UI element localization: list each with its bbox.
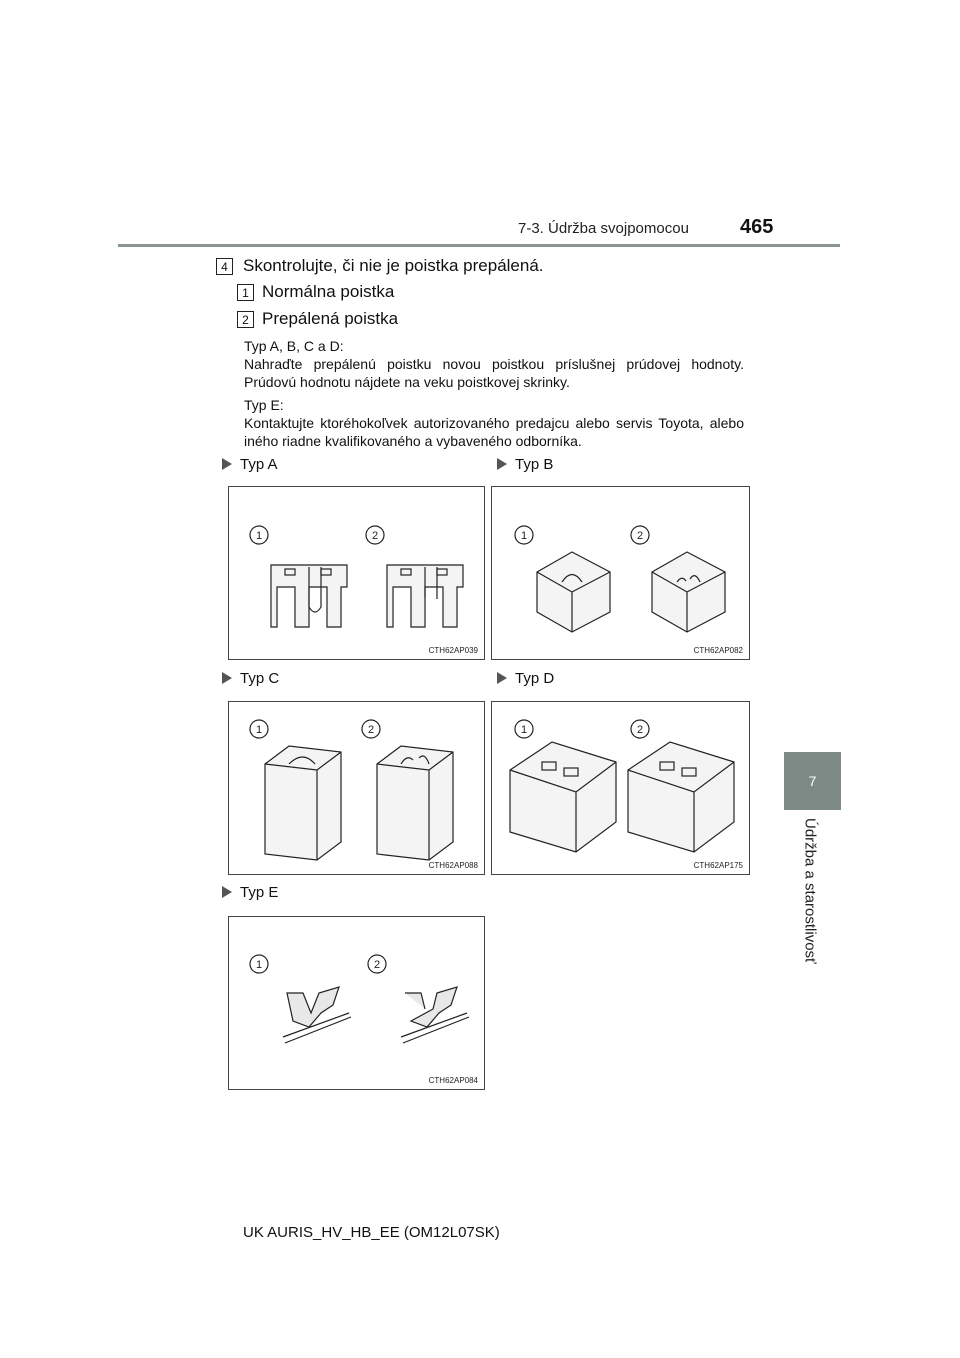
figure-label-b: Typ B	[497, 456, 553, 473]
item-number-box: 2	[237, 311, 254, 328]
figure-type-d	[491, 701, 750, 875]
fuse-type-e-illustration	[229, 917, 486, 1091]
paragraph-types-a-d	[244, 337, 744, 391]
header-divider	[118, 244, 840, 247]
paragraph-type-e	[244, 396, 744, 450]
callout-1: 1	[255, 724, 263, 736]
callout-2: 2	[373, 959, 381, 971]
callout-1: 1	[255, 530, 263, 542]
chapter-title: Údržba a starostlivosť	[801, 818, 819, 964]
step-4	[216, 256, 544, 276]
paragraph-body: Nahraďte prepálenú poistku novou poistkou príslušnej prúdovej hodnoty. Prúdovú hodnotu nájdete na veku poistkovej skrinky.	[244, 356, 744, 390]
callout-2: 2	[636, 530, 644, 542]
triangle-bullet-icon	[497, 672, 507, 684]
callout-1: 1	[520, 724, 528, 736]
figure-code: CTH62AP088	[428, 861, 478, 870]
callout-2: 2	[636, 724, 644, 736]
figure-label-d: Typ D	[497, 670, 554, 687]
paragraph-heading: Typ E:	[244, 397, 284, 413]
paragraph-body: Kontaktujte ktoréhokoľvek autorizovaného predajcu alebo servis Toyota, alebo iného riadne kvalifikovaného a vybaveného odborníka.	[244, 415, 744, 449]
item-text: Prepálená poistka	[262, 309, 399, 328]
section-title: 7-3. Údržba svojpomocou	[518, 220, 689, 237]
fuse-type-b-illustration	[492, 487, 751, 661]
callout-2: 2	[371, 530, 379, 542]
fuse-type-c-illustration	[229, 702, 486, 876]
figure-label-e: Typ E	[222, 884, 278, 901]
figure-code: CTH62AP084	[428, 1076, 478, 1085]
figure-type-c	[228, 701, 485, 875]
triangle-bullet-icon	[222, 458, 232, 470]
page-number: 465	[740, 216, 774, 238]
callout-2: 2	[367, 724, 375, 736]
chapter-tab: 7	[784, 752, 841, 810]
step-number-box: 4	[216, 258, 233, 275]
figure-code: CTH62AP175	[693, 861, 743, 870]
callout-1: 1	[255, 959, 263, 971]
item-text: Normálna poistka	[262, 282, 395, 301]
figure-code: CTH62AP082	[693, 646, 743, 655]
step-item-2	[237, 309, 398, 329]
triangle-bullet-icon	[222, 672, 232, 684]
step-text: Skontrolujte, či nie je poistka prepálená.	[243, 256, 544, 275]
chapter-title-vertical	[780, 818, 840, 968]
fuse-type-d-illustration	[492, 702, 751, 876]
callout-1: 1	[520, 530, 528, 542]
figure-type-b	[491, 486, 750, 660]
paragraph-heading: Typ A, B, C a D:	[244, 338, 344, 354]
figure-type-e	[228, 916, 485, 1090]
item-number-box: 1	[237, 284, 254, 301]
figure-label-a: Typ A	[222, 456, 278, 473]
fuse-type-a-illustration	[229, 487, 486, 661]
footer-manual-code: UK AURIS_HV_HB_EE (OM12L07SK)	[243, 1224, 500, 1241]
triangle-bullet-icon	[222, 886, 232, 898]
triangle-bullet-icon	[497, 458, 507, 470]
figure-type-a	[228, 486, 485, 660]
figure-code: CTH62AP039	[428, 646, 478, 655]
step-item-1	[237, 282, 394, 302]
figure-label-c: Typ C	[222, 670, 279, 687]
